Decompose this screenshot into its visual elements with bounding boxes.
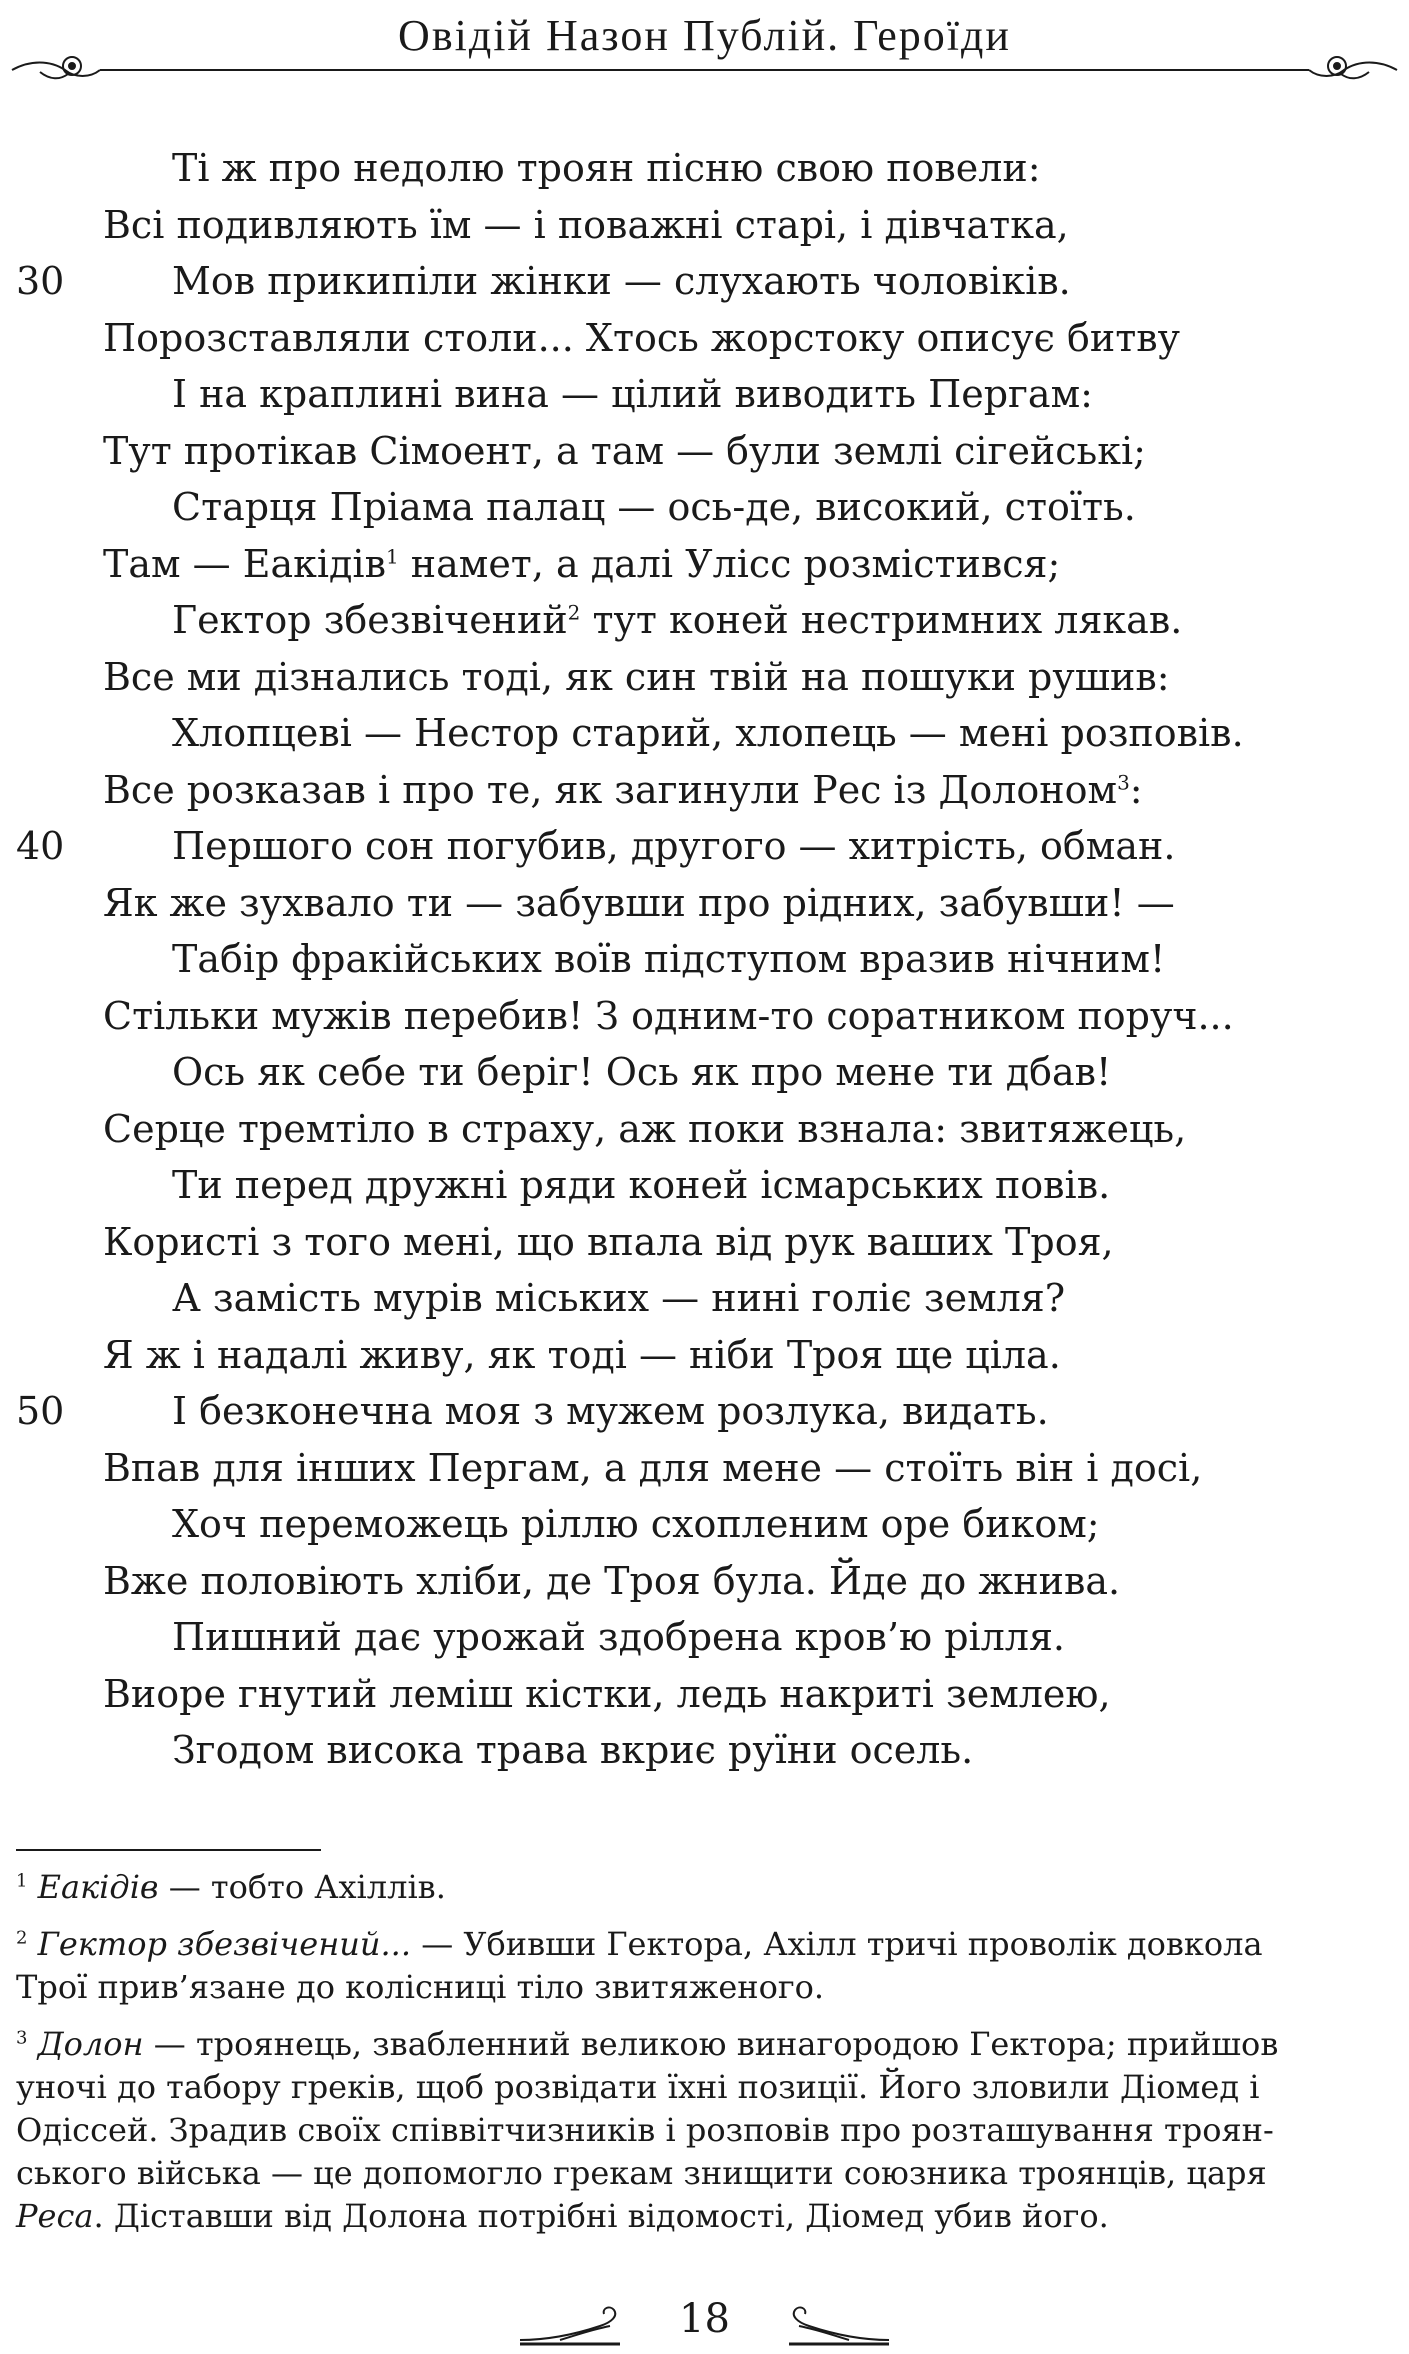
text-run: Все розказав і про те, як загинули Рес із Долоном [103,767,1118,812]
text-run: Першого сон погубив, другого — хитрість, обман. [172,824,1176,868]
text-run: Всі подивляють їм — і поважні старі, і дівчатка, [103,202,1069,247]
poem-line [0,705,1409,762]
text-run: Пишний дає урожай здобрена кров’ю рілля. [172,1615,1065,1659]
footnote-line [16,2023,1374,2066]
poem-line [0,1666,1409,1723]
footnote-term: Реса [16,2197,94,2235]
page-footer [0,2296,1409,2354]
text-run: намет, а далі Улісс розмістився; [398,541,1061,586]
poem-line [0,197,1409,254]
poem-line-text [103,1327,1061,1384]
poem-line [0,1270,1409,1327]
text-run: Ти перед дружні ряди коней ісмарських повів. [172,1163,1111,1207]
poem-line [0,253,1409,310]
poem-line-text [103,649,1170,706]
poem-line-text [103,1553,1120,1610]
footnote-line [16,2152,1374,2195]
footnote-line [16,1866,1374,1909]
poem-line-text [103,1101,1186,1158]
poem-line [0,762,1409,819]
footnote-line [16,2195,1374,2238]
poem-line-text [103,875,1175,932]
footnote-divider [16,1849,321,1851]
poem-line-text [172,140,1041,197]
poem-text [0,140,1409,1779]
text-run: Як же зухвало ти — забувши про рідних, забувши! — [103,880,1175,925]
text-run: ського війська — це допомогло грекам знищити союзника троянців, царя [16,2154,1267,2192]
poem-line-text [172,1609,1065,1666]
text-run: Згодом висока трава вкриє руїни осель. [172,1728,974,1772]
poem-line-text [172,1383,1049,1440]
text-run: уночі до табору греків, щоб розвідати їхні позиції. Його зловили Діомед і [16,2068,1260,2106]
poem-line [0,988,1409,1045]
poem-line-text [103,1440,1202,1497]
footnote-marker: 2 [567,600,581,625]
poem-line [0,1044,1409,1101]
poem-line-text [172,253,1071,310]
text-run: Тут протікав Сімоент, а там — були землі сігейські; [103,428,1146,473]
text-run: Гектор збезвічений [172,598,568,642]
footnote-marker: 1 [385,543,399,568]
line-number: 50 [16,1389,65,1433]
poem-line-text [172,1496,1100,1553]
poem-line-text [103,310,1180,367]
line-number: 30 [16,259,65,303]
text-run: Все ми дізнались тоді, як син твій на пошуки рушив: [103,654,1170,699]
text-run: — троянець, звабленний великою винагородою Гектора; прийшов [143,2025,1279,2063]
poem-line [0,1101,1409,1158]
text-run: тут коней нестримних лякав. [580,598,1183,642]
poem-line [0,479,1409,536]
footnote-1 [16,1866,1374,1909]
page-header-title: Овідій Назон Публій. Героїди [398,11,1011,60]
footnote-line [16,1966,1374,2009]
page-number: 18 [679,2296,730,2342]
footnote-number: 1 [16,1870,28,1892]
poem-line [0,931,1409,988]
footnote-line [16,2109,1374,2152]
footnote-term: Еакідів [37,1868,159,1906]
text-run: Мов прикипіли жінки — слухають чоловіків. [172,259,1071,303]
poem-line [0,649,1409,706]
text-run: Користі з того мені, що впала від рук ваших Троя, [103,1219,1114,1264]
poem-line-text [103,1214,1114,1271]
poem-line-text [103,988,1234,1045]
text-run: Стільки мужів перебив! З одним-то соратником поруч... [103,993,1234,1038]
text-run: Одіссей. Зрадив своїх співвітчизників і розповів про розташування троян- [16,2111,1274,2149]
poem-line [0,140,1409,197]
text-run: Старця Пріама палац — ось-де, високий, стоїть. [172,485,1136,529]
text-run: Серце тремтіло в страху, аж поки взнала: звитяжець, [103,1106,1187,1151]
text-run: І безконечна моя з мужем розлука, видать. [172,1389,1049,1433]
poem-line [0,1722,1409,1779]
poem-line-text [172,592,1182,649]
poem-line-text [103,423,1146,480]
poem-line [0,310,1409,367]
poem-line-text [172,1270,1065,1327]
footnote-number: 3 [16,2027,28,2049]
text-run: Ті ж про недолю троян пісню свою повели: [172,146,1041,190]
poem-line [0,366,1409,423]
poem-line-text [103,1666,1111,1723]
footnote-2 [16,1923,1374,2009]
poem-line [0,1553,1409,1610]
text-run: Порозставляли столи... Хтось жорстоку описує битву [103,315,1180,360]
poem-line-text [172,479,1136,536]
poem-line-text [103,762,1143,819]
poem-line [0,592,1409,649]
text-run: Виоре гнутий леміш кістки, ледь накриті землею, [103,1671,1111,1716]
text-run: А замість мурів міських — нині голіє земля? [172,1276,1066,1320]
poem-line-text [172,1044,1111,1101]
text-run: . Діставши від Долона потрібні відомості, Діомед убив його. [93,2197,1109,2235]
poem-line [0,1327,1409,1384]
poem-line-text [172,931,1165,988]
text-run: Я ж і надалі живу, як тоді — ніби Троя ще ціла. [103,1332,1061,1377]
poem-line [0,1157,1409,1214]
text-run: Хоч переможець ріллю схопленим оре биком; [172,1502,1100,1546]
text-run: Табір фракійських воїв підступом вразив нічним! [172,937,1166,981]
poem-line [0,1496,1409,1553]
text-run: Впав для інших Пергам, а для мене — стоїть він і досі, [103,1445,1203,1490]
page-header [0,0,1409,110]
footnote-term: Гектор збезвічений... [37,1925,412,1963]
text-run: Хлопцеві — Нестор старий, хлопець — мені розповів. [172,711,1244,755]
line-number: 40 [16,824,65,868]
text-run: — тобто Ахіллів. [158,1868,446,1906]
poem-line [0,536,1409,593]
poem-line-text [172,705,1244,762]
footnote-term: Долон [37,2025,144,2063]
poem-line-text [172,366,1093,423]
poem-line [0,1383,1409,1440]
footnote-number: 2 [16,1927,28,1949]
footnote-line [16,1923,1374,1966]
poem-line [0,1440,1409,1497]
poem-line [0,1214,1409,1271]
poem-line-text [103,197,1069,254]
footnote-marker: 3 [1117,769,1130,794]
text-run: Трої прив’язане до колісниці тіло звитяженого. [16,1968,825,2006]
poem-line-text [172,1157,1110,1214]
poem-line-text [103,536,1060,593]
text-run: : [1129,767,1143,812]
poem-line [0,875,1409,932]
footnote-line [16,2066,1374,2109]
text-run: — Убивши Гектора, Ахілл тричі проволік довкола [411,1925,1263,1963]
poem-line [0,818,1409,875]
text-run: Там — Еакідів [103,541,386,586]
text-run: Ось як себе ти беріг! Ось як про мене ти дбав! [172,1050,1112,1094]
poem-line-text [172,818,1175,875]
footnote-3 [16,2023,1374,2238]
footnotes [16,1866,1374,2252]
poem-line-text [172,1722,973,1779]
text-run: Вже половіють хліби, де Троя була. Йде до жнива. [103,1558,1121,1603]
poem-line [0,1609,1409,1666]
poem-line [0,423,1409,480]
text-run: І на краплині вина — цілий виводить Пергам: [172,372,1093,416]
